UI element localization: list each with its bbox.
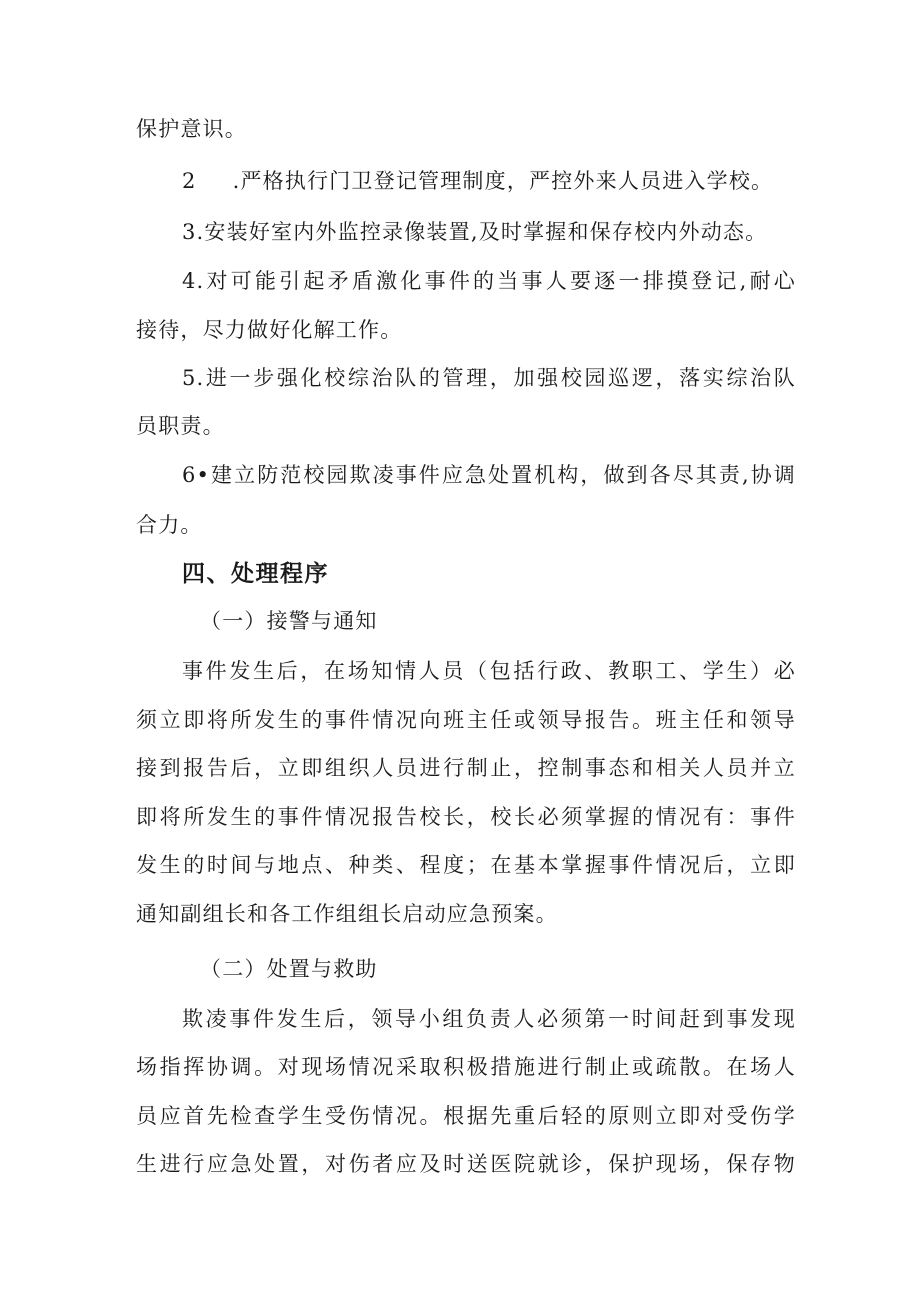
paragraph-line: 员应首先检查学生受伤情况。根据先重后轻的原则立即对受伤学 xyxy=(136,1104,796,1128)
list-text: .严格执行门卫登记管理制度，严控外来人员进入学校。 xyxy=(232,169,774,193)
list-number: 2 xyxy=(182,169,197,193)
text-line: 保护意识。 xyxy=(136,117,247,141)
paragraph-line: 接到报告后，立即组织人员进行制止，控制事态和相关人员并立 xyxy=(136,756,796,780)
text-line: 合力。 xyxy=(136,513,203,537)
paragraph-line: 生进行应急处置，对伤者应及时送医院就诊，保护现场，保存物 xyxy=(136,1152,796,1176)
list-item-6: 6•建立防范校园欺凌事件应急处置机构，做到各尽其责,协调 xyxy=(182,463,796,487)
list-item-3: 3.安装好室内外监控录像装置,及时掌握和保存校内外动态。 xyxy=(182,220,768,244)
subsection-heading: （二）处置与救助 xyxy=(200,957,378,981)
paragraph-line: 欺凌事件发生后，领导小组负责人必须第一时间赶到事发现 xyxy=(182,1007,796,1031)
paragraph-line: 场指挥协调。对现场情况采取积极措施进行制止或疏散。在场人 xyxy=(136,1055,796,1079)
paragraph-line: 发生的时间与地点、种类、程度；在基本掌握事件情况后，立即 xyxy=(136,853,796,877)
list-item-4: 4.对可能引起矛盾激化事件的当事人要逐一排摸登记,耐心 xyxy=(182,269,796,293)
list-item-5: 5.进一步强化校综治队的管理，加强校园巡逻，落实综治队 xyxy=(182,366,796,390)
paragraph-line: 须立即将所发生的事件情况向班主任或领导报告。班主任和领导 xyxy=(136,708,796,732)
list-item-2 xyxy=(182,166,796,196)
subsection-heading: （一）接警与通知 xyxy=(200,609,378,633)
section-heading: 四、处理程序 xyxy=(182,561,329,587)
paragraph-line: 即将所发生的事件情况报告校长，校长必须掌握的情况有：事件 xyxy=(136,805,796,829)
text-line: 员职责。 xyxy=(136,414,225,438)
paragraph-line: 通知副组长和各工作组组长启动应急预案。 xyxy=(136,902,558,926)
paragraph-line: 事件发生后，在场知情人员（包括行政、教职工、学生）必 xyxy=(182,659,796,683)
text-line: 接待，尽力做好化解工作。 xyxy=(136,318,403,342)
